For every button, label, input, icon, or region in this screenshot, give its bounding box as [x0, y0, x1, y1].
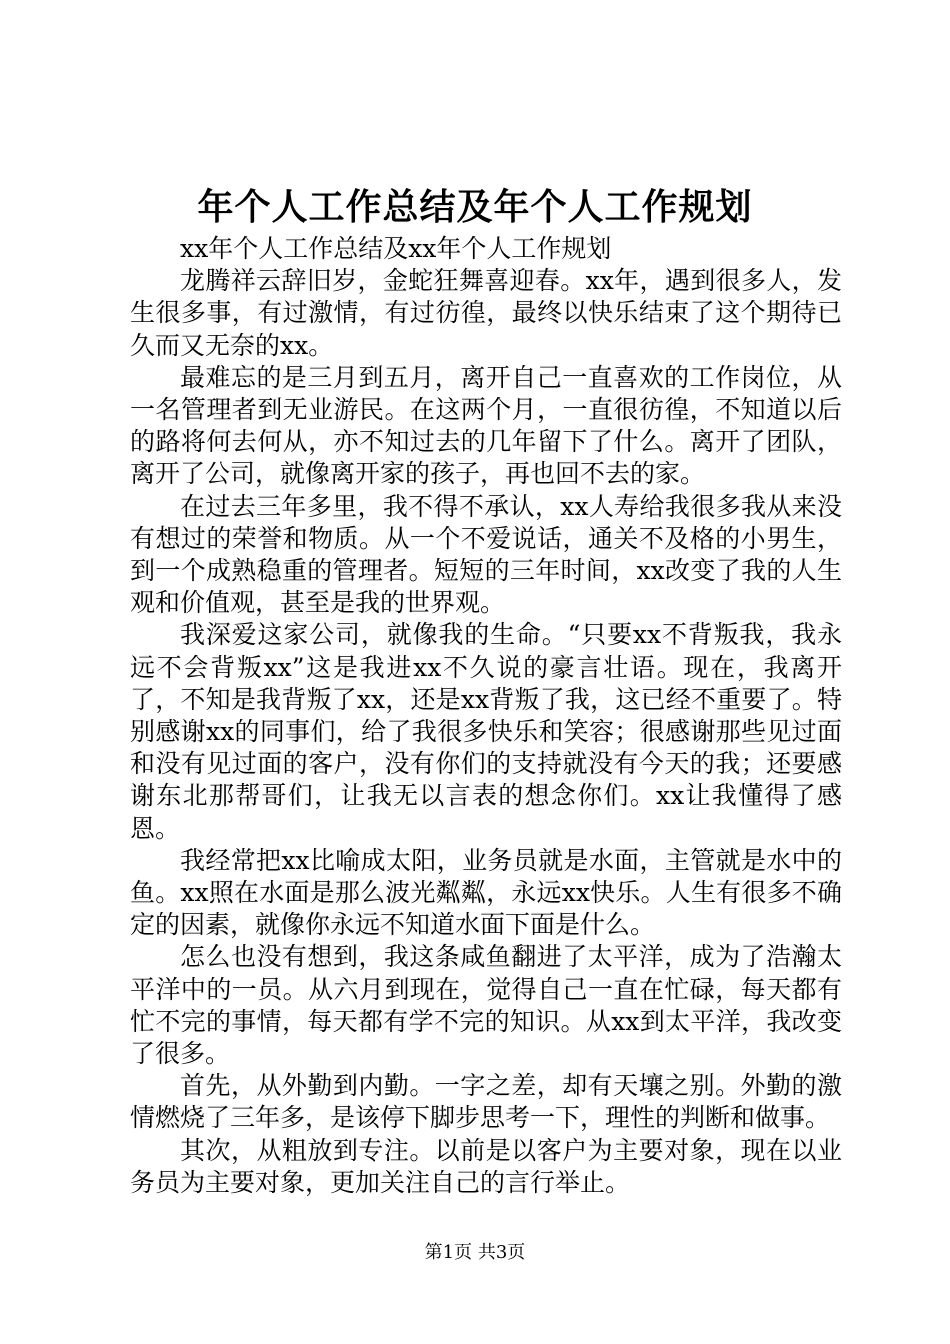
paragraph: xx年个人工作总结及xx年个人工作规划: [180, 234, 612, 263]
paragraph: 在过去三年多里，我不得不承认，xx人寿给我很多我从来没有想过的荣誉和物质。从一个不爱说话，通关不及格的小男生，到一个成熟稳重的管理者。短短的三年时间，xx改变了我的人生观和价值观，甚至是我的世界观。: [130, 491, 842, 618]
paragraph: 首先，从外勤到内勤。一字之差，却有天壤之别。外勤的激情燃烧了三年多，是该停下脚步思考一下，理性的判断和做事。: [130, 1071, 842, 1133]
paragraph: 我深爱这家公司，就像我的生命。“只要xx不背叛我，我永远不会背叛xx”这是我进xx不久说的豪言壮语。现在，我离开了，不知是我背叛了xx，还是xx背叛了我，这已经不重要了。特别感谢xx的同事们，给了我很多快乐和笑容；很感谢那些见过面和没有见过面的客户，没有你们的支持就没有今天的我；还要感谢东北那帮哥们，让我无以言表的想念你们。xx让我懂得了感恩。: [130, 620, 842, 843]
paragraph: 我经常把xx比喻成太阳，业务员就是水面，主管就是水中的鱼。xx照在水面是那么波光粼粼，永远xx快乐。人生有很多不确定的因素，就像你永远不知道水面下面是什么。: [130, 845, 842, 940]
paragraph: 其次，从粗放到专注。以前是以客户为主要对象，现在以业务员为主要对象，更加关注自己的言行举止。: [130, 1135, 842, 1197]
page-footer: 第1页 共3页: [424, 1242, 526, 1263]
document-title: 年个人工作总结及年个人工作规划: [197, 186, 753, 228]
document-body: [130, 233, 842, 1199]
paragraph: 龙腾祥云辞旧岁，金蛇狂舞喜迎春。xx年，遇到很多人，发生很多事，有过激情，有过彷徨，最终以快乐结束了这个期待已久而又无奈的xx。: [130, 266, 842, 360]
paragraph: 最难忘的是三月到五月，离开自己一直喜欢的工作岗位，从一名管理者到无业游民。在这两个月，一直很彷徨，不知道以后的路将何去何从，亦不知过去的几年留下了什么。离开了团队，离开了公司，就像离开家的孩子，再也回不去的家。: [130, 362, 842, 489]
paragraph: 怎么也没有想到，我这条咸鱼翻进了太平洋，成为了浩瀚太平洋中的一员。从六月到现在，觉得自己一直在忙碌，每天都有忙不完的事情，每天都有学不完的知识。从xx到太平洋，我改变了很多。: [130, 942, 842, 1069]
